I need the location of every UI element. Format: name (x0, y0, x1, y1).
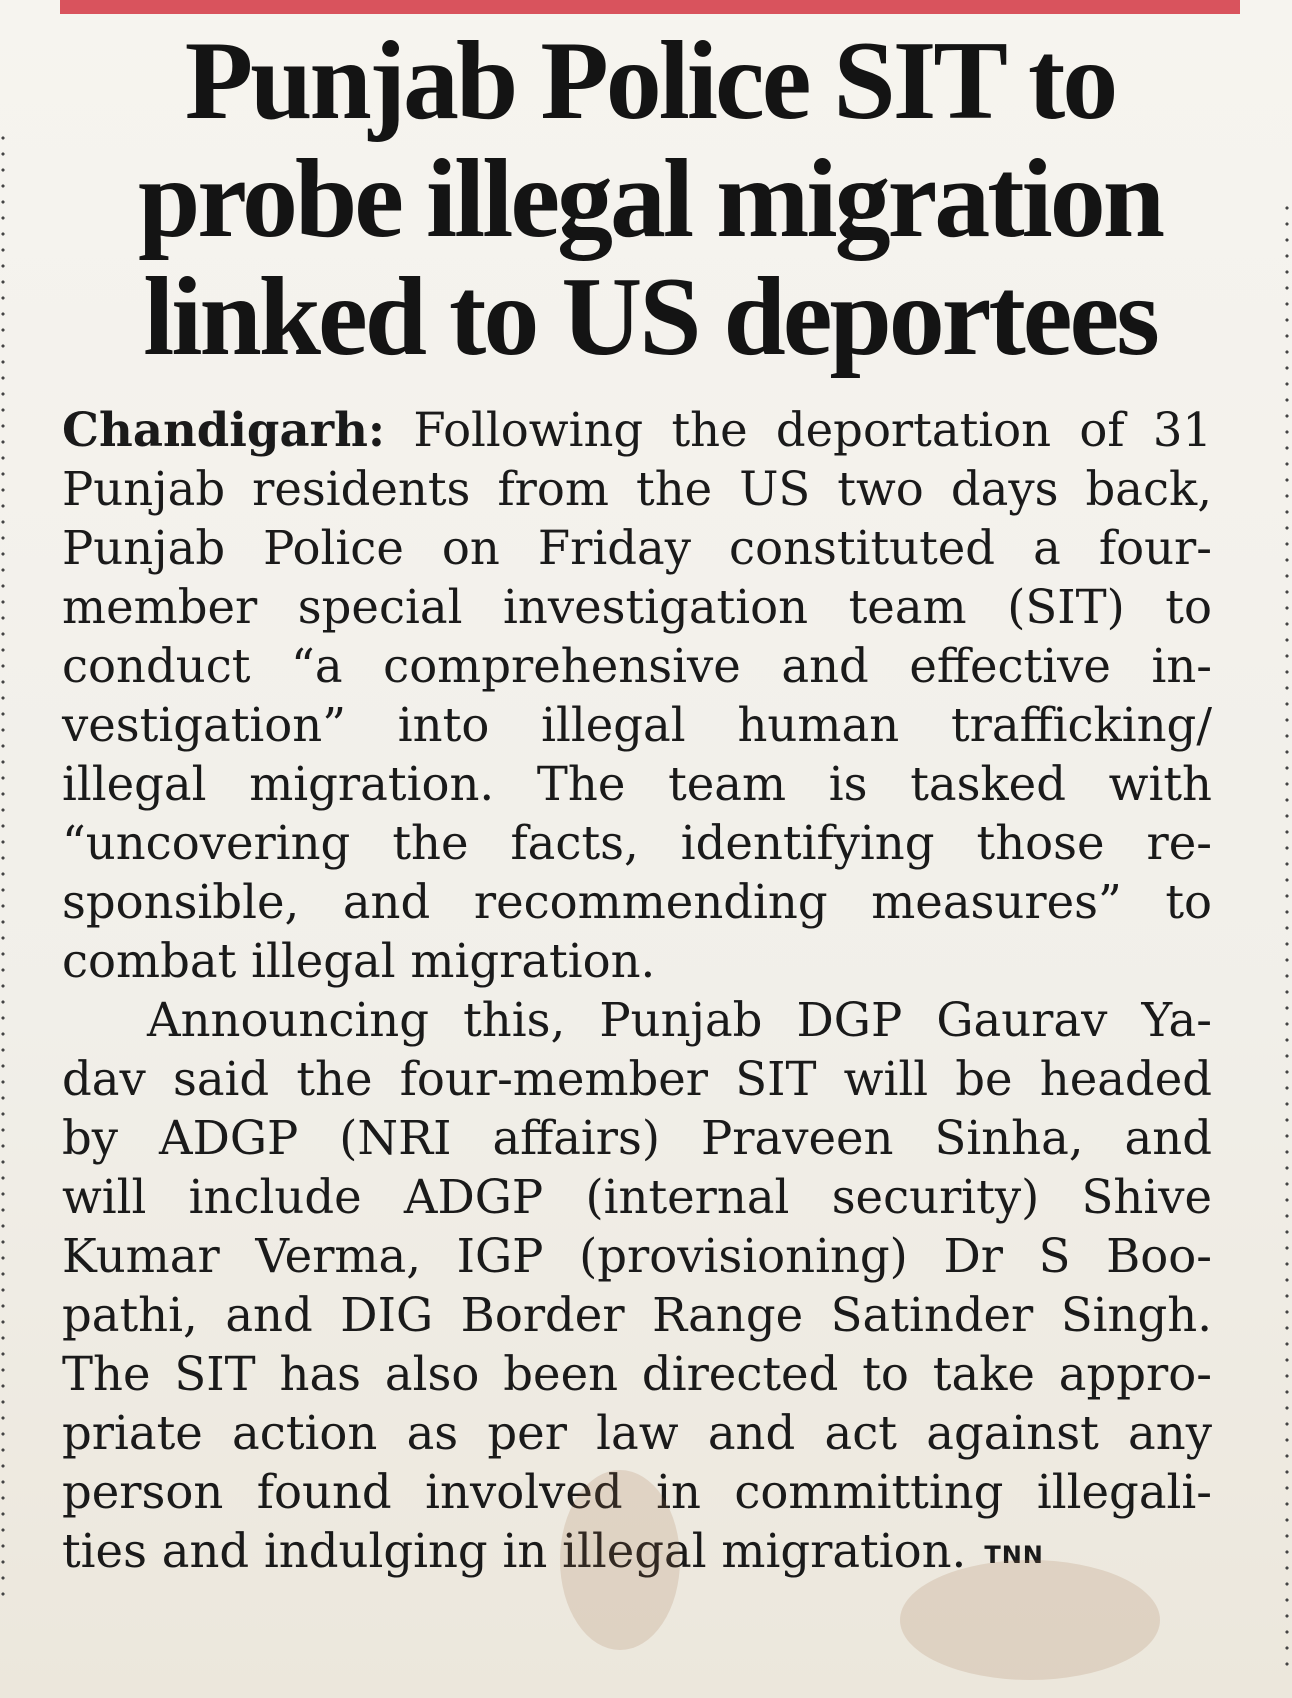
article-line: Kumar Verma, IGP (provisioning) Dr S Boo- (62, 1229, 1212, 1283)
left-cut-line (0, 130, 6, 1600)
article-line: sponsible, and recommending measures” to (62, 875, 1212, 929)
article-line: conduct “a comprehensive and effective in- (62, 639, 1212, 693)
article-text: ties and indulging in illegal migration. (62, 1524, 967, 1578)
article-line: Announcing this, Punjab DGP Gaurav Ya- (147, 993, 1212, 1047)
article-line: “uncovering the facts, identifying those re- (62, 816, 1212, 870)
top-color-band (60, 0, 1240, 14)
article-line: by ADGP (NRI affairs) Praveen Sinha, and (62, 1111, 1212, 1165)
headline-line: Punjab Police SIT to (184, 19, 1116, 143)
headline-line: linked to US deportees (143, 255, 1157, 379)
article-line (62, 400, 1212, 460)
article-line: vestigation” into illegal human trafficking/ (62, 698, 1212, 752)
paper-stain (560, 1470, 680, 1650)
article-line: combat illegal migration. (62, 934, 656, 988)
article-line: Punjab residents from the US two days back, (62, 462, 1212, 516)
dateline: Chandigarh: (62, 402, 386, 457)
article-text: Following the deportation of 31 (413, 403, 1212, 457)
article-line: member special investigation team (SIT) to (62, 580, 1212, 634)
article-body (62, 400, 1212, 1585)
article-line: The SIT has also been directed to take appro- (62, 1347, 1212, 1401)
article-line: dav said the four-member SIT will be headed (62, 1052, 1212, 1106)
paper-stain (900, 1560, 1160, 1680)
article-line: pathi, and DIG Border Range Satinder Singh. (62, 1288, 1212, 1342)
article-line: will include ADGP (internal security) Shive (62, 1170, 1212, 1224)
headline-line: probe illegal migration (138, 137, 1162, 261)
credit: TNN (984, 1540, 1044, 1569)
article-line: person found involved in committing illegali- (62, 1465, 1212, 1519)
headline (60, 19, 1240, 379)
article-line: Punjab Police on Friday constituted a four- (62, 521, 1212, 575)
article-line: priate action as per law and act against any (62, 1406, 1212, 1460)
right-cut-line (1284, 200, 1290, 1670)
article-line: illegal migration. The team is tasked with (62, 757, 1212, 811)
